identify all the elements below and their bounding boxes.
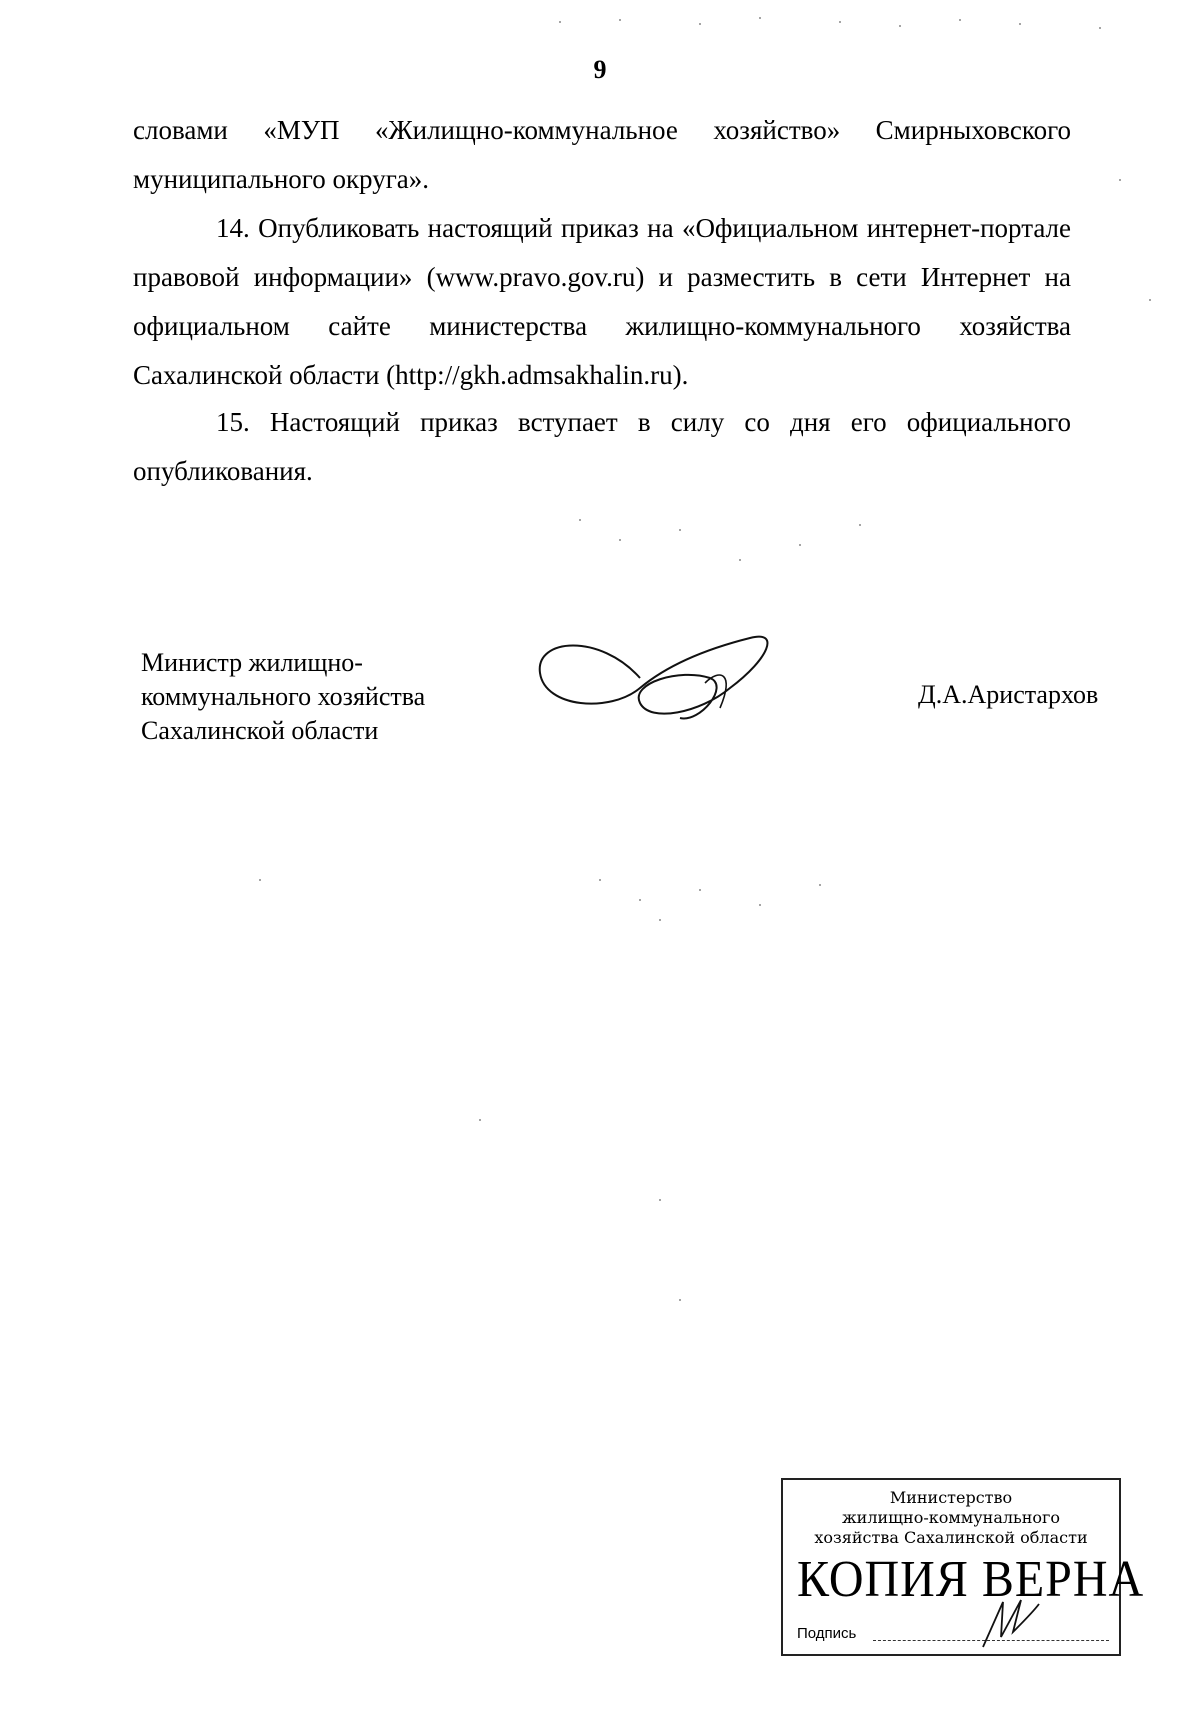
stamp-initials-signature [973, 1592, 1043, 1652]
certification-stamp [781, 1478, 1145, 1656]
signatory-title-line: Министр жилищно- [141, 648, 363, 677]
stamp-org-line: жилищно-коммунального [841, 1508, 1061, 1527]
paragraph-15: 15. Настоящий приказ вступает в силу со дня его официального опубликования. [133, 407, 1071, 486]
stamp-org-line: хозяйства Сахалинской области [814, 1528, 1088, 1547]
stamp-organization [783, 1488, 1119, 1548]
stamp-org-line: Министерство [889, 1488, 1013, 1507]
signatory-title [141, 646, 425, 748]
signatory-title-line: Сахалинской области [141, 716, 379, 745]
signatory-name: Д.А.Аристархов [918, 680, 1099, 709]
handwritten-signature [530, 628, 800, 748]
page-number: 9 [593, 55, 607, 84]
stamp-copy-certified: КОПИЯ ВЕРНА [797, 1550, 1145, 1609]
paragraph-14: 14. Опубликовать настоящий приказ на «Официальном интернет-портале правовой информации» (www.pravo.gov.ru) и разместить в сети Интернет на официальном сайте министерства жилищно-коммунального хозяйства Сахалинской области (http://gkh.admsakhalin.ru). [133, 213, 1071, 390]
paragraph-continuation: словами «МУП «Жилищно-коммунальное хозяйство» Смирныховского муниципального округа». [133, 115, 1071, 194]
stamp-signature-label: Подпись [797, 1625, 857, 1642]
signatory-title-line: коммунального хозяйства [141, 682, 426, 711]
